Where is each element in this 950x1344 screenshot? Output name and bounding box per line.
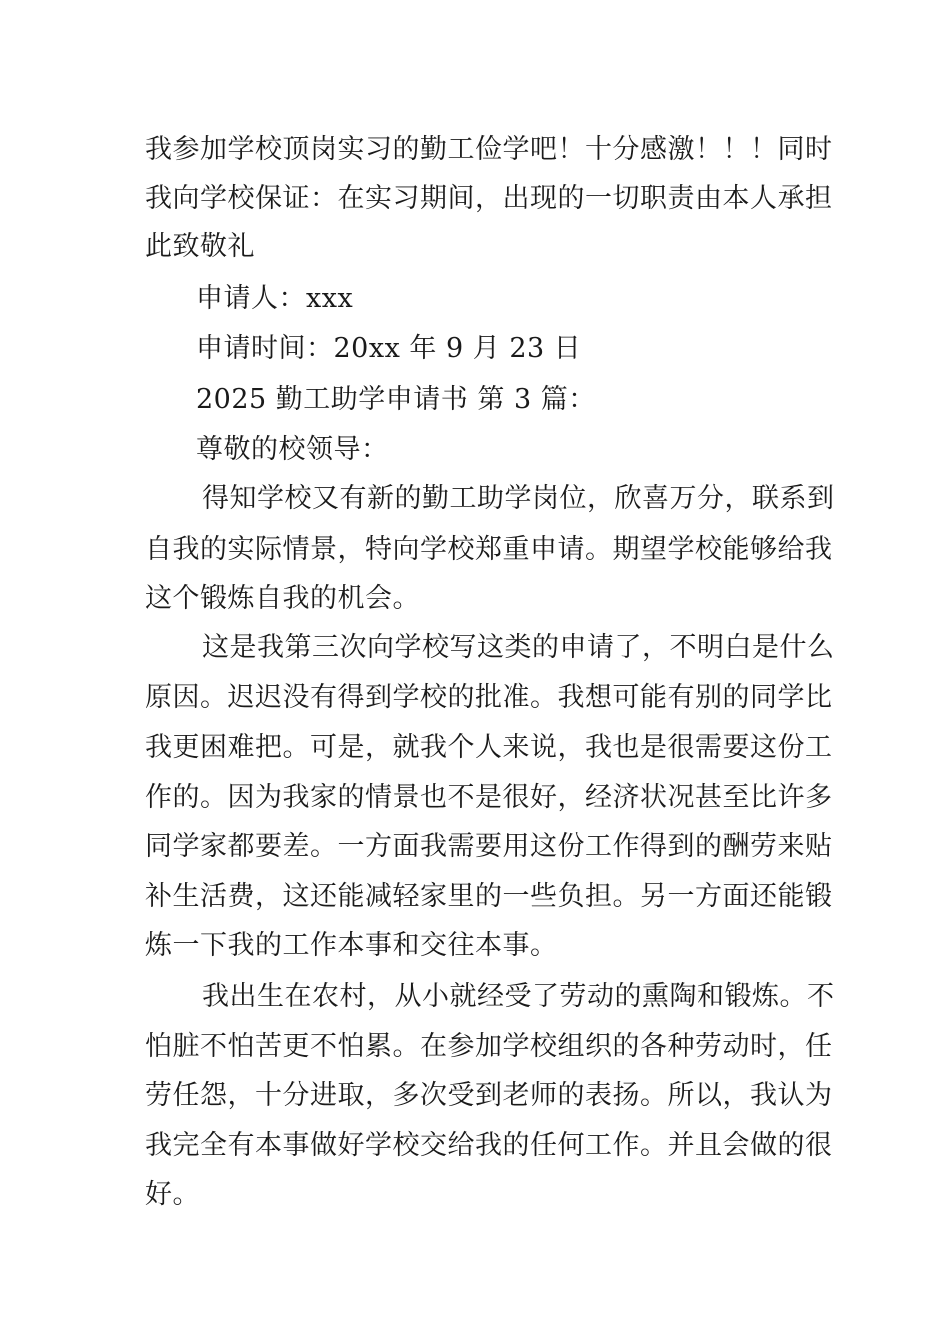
paragraph-line: 炼一下我的工作本事和交往本事。	[145, 930, 558, 961]
paragraph-line: 这是我第三次向学校写这类的申请了，不明白是什么	[202, 632, 835, 663]
paragraph-line: 补生活费，这还能减轻家里的一些负担。另一方面还能锻	[145, 881, 833, 912]
paragraph-line: 原因。迟迟没有得到学校的批准。我想可能有别的同学比	[145, 682, 833, 713]
paragraph-line: 同学家都要差。一方面我需要用这份工作得到的酬劳来贴	[145, 831, 833, 862]
paragraph-line: 怕脏不怕苦更不怕累。在参加学校组织的各种劳动时，任	[145, 1031, 833, 1062]
greeting: 尊敬的校领导：	[196, 434, 389, 465]
paragraph-line: 这个锻炼自我的机会。	[145, 583, 420, 614]
paragraph-line: 劳任怨，十分进取，多次受到老师的表扬。所以，我认为	[145, 1080, 833, 1111]
text-line: 我向学校保证：在实习期间，出现的一切职责由本人承担	[145, 183, 833, 214]
section-heading: 2025 勤工助学申请书 第 3 篇：	[196, 384, 596, 415]
paragraph-line: 自我的实际情景，特向学校郑重申请。期望学校能够给我	[145, 534, 833, 565]
application-date: 申请时间：20xx 年 9 月 23 日	[196, 333, 582, 364]
paragraph-line: 我出生在农村，从小就经受了劳动的熏陶和锻炼。不	[202, 981, 835, 1012]
paragraph-line: 得知学校又有新的勤工助学岗位，欣喜万分，联系到	[202, 483, 835, 514]
text-line: 我参加学校顶岗实习的勤工俭学吧！十分感激！！！同时	[145, 134, 833, 165]
paragraph-line: 我更困难把。可是，就我个人来说，我也是很需要这份工	[145, 732, 833, 763]
paragraph-line: 作的。因为我家的情景也不是很好，经济状况甚至比许多	[145, 782, 833, 813]
closing-salutation: 此致敬礼	[145, 231, 255, 262]
paragraph-line: 好。	[145, 1179, 200, 1210]
applicant-name: 申请人：xxx	[196, 283, 354, 314]
paragraph-line: 我完全有本事做好学校交给我的任何工作。并且会做的很	[145, 1130, 833, 1161]
